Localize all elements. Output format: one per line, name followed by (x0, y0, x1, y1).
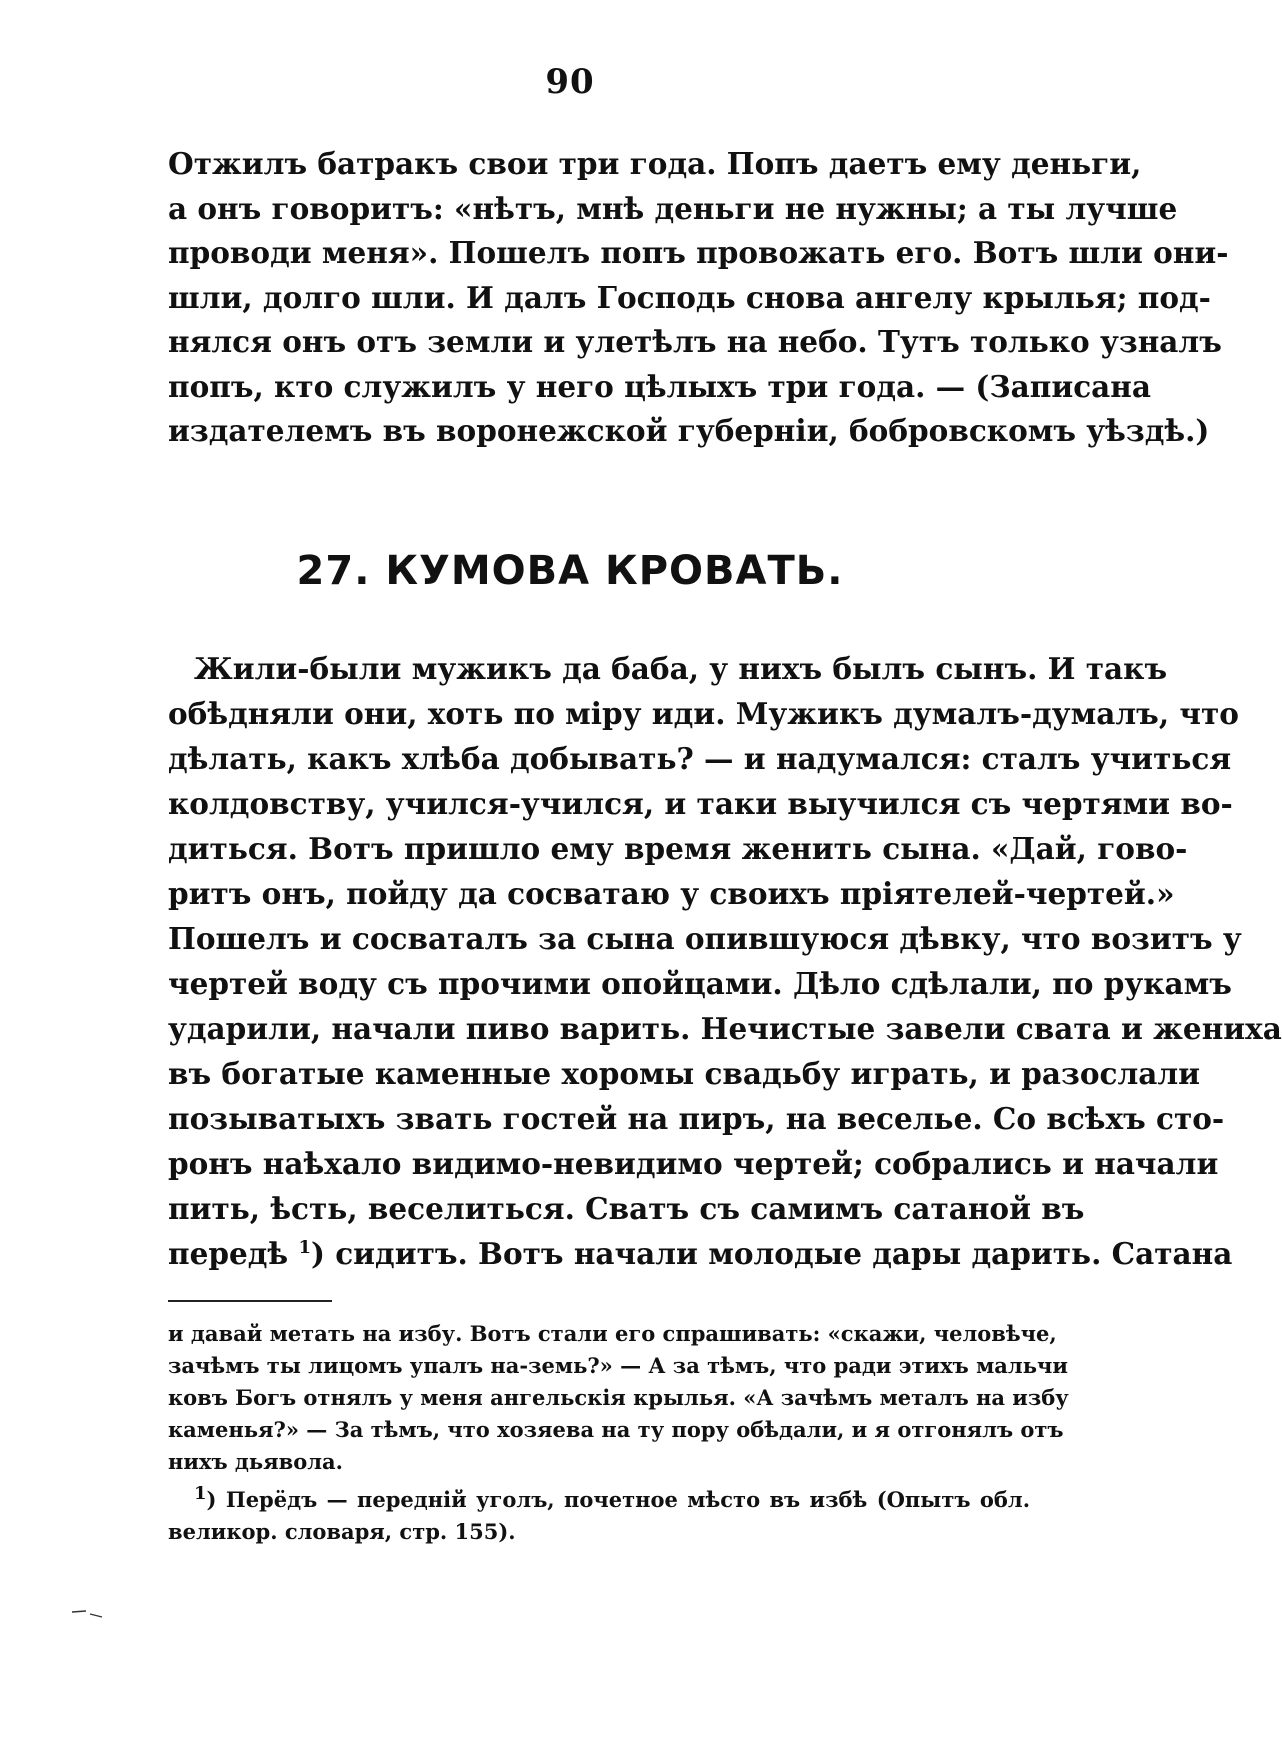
footnote-entry (168, 1484, 1030, 1516)
text-fragment: передѣ (168, 1236, 289, 1271)
footnote-text: ) Перёдъ — передній уголъ, почетное мѣсто въ избѣ (Опытъ обл. (206, 1487, 1030, 1512)
text-line: колдовству, учился-учился, и таки выучился съ чертями во- (168, 786, 1233, 821)
footnote-line: нихъ дьявола. (168, 1449, 343, 1474)
footnote-reference: 1 (298, 1237, 311, 1259)
footnote-line: великор. словаря, стр. 155). (168, 1519, 516, 1544)
chapter-title: 27. КУМОВА КРОВАТЬ. (296, 548, 844, 594)
footnote-line: зачѣмъ ты лицомъ упалъ на-земь?» — А за тѣмъ, что ради этихъ мальчи (168, 1353, 1068, 1378)
footnote-line: каменья?» — За тѣмъ, что хозяева на ту пору обѣдали, и я отгонялъ отъ (168, 1417, 1064, 1442)
footnotes (168, 1318, 1069, 1548)
text-line: проводи меня». Пошелъ попъ провожать его. Вотъ шли они- (168, 235, 1229, 270)
text-line: позыватыхъ звать гостей на пиръ, на веселье. Со всѣхъ сто- (168, 1101, 1225, 1136)
footnote-line: ковъ Богъ отнялъ у меня ангельскія крылья. «А зачѣмъ металъ на избу (168, 1385, 1069, 1410)
footnote-line: и давай метать на избу. Вотъ стали его спрашивать: «скажи, человѣче, (168, 1321, 1057, 1346)
text-line: издателемъ въ воронежской губерніи, бобровскомъ уѣздѣ.) (168, 413, 1210, 448)
page-number: 90 (545, 62, 595, 102)
text-fragment: ) сидитъ. Вотъ начали молодые дары дарить. Сатана (310, 1236, 1233, 1271)
footnote-divider (168, 1300, 332, 1302)
text-line: пить, ѣсть, веселиться. Сватъ съ самимъ сатаной въ (168, 1191, 1085, 1226)
text-line: Жили-были мужикъ да баба, у нихъ былъ сынъ. И такъ (194, 651, 1168, 686)
main-paragraph (168, 646, 1282, 1276)
text-line: ритъ онъ, пойду да сосватаю у своихъ пріятелей-чертей.» (168, 876, 1175, 911)
text-line: диться. Вотъ пришло ему время женить сына. «Дай, гово- (168, 831, 1188, 866)
footnote-marker: 1 (194, 1483, 207, 1504)
text-line: ударили, начали пиво варить. Нечистые завели свата и жениха (168, 1011, 1282, 1046)
text-line: обѣдняли они, хоть по міру иди. Мужикъ думалъ-думалъ, что (168, 696, 1239, 731)
text-line: Отжилъ батракъ свои три года. Попъ даетъ ему деньги, (168, 146, 1142, 181)
top-paragraph (168, 142, 1229, 454)
text-line: чертей воду съ прочими опойцами. Дѣло сдѣлали, по рукамъ (168, 966, 1232, 1001)
text-line: ронъ наѣхало видимо-невидимо чертей; собрались и начали (168, 1146, 1219, 1181)
text-line: нялся онъ отъ земли и улетѣлъ на небо. Тутъ только узналъ (168, 324, 1222, 359)
text-line: а онъ говоритъ: «нѣтъ, мнѣ деньги не нужны; а ты лучше (168, 190, 1178, 226)
scan-specks (72, 1608, 108, 1620)
text-line-with-footnote-ref (168, 1231, 1233, 1276)
text-line: въ богатые каменные хоромы свадьбу играть, и разослали (168, 1056, 1201, 1091)
text-line: Пошелъ и сосваталъ за сына опившуюся дѣвку, что возитъ у (168, 921, 1242, 956)
text-line: шли, долго шли. И далъ Господь снова ангелу крылья; под- (168, 279, 1211, 315)
text-line: попъ, кто служилъ у него цѣлыхъ три года. — (Записана (168, 368, 1152, 404)
text-line: дѣлать, какъ хлѣба добывать? — и надумался: сталъ учиться (168, 741, 1232, 776)
